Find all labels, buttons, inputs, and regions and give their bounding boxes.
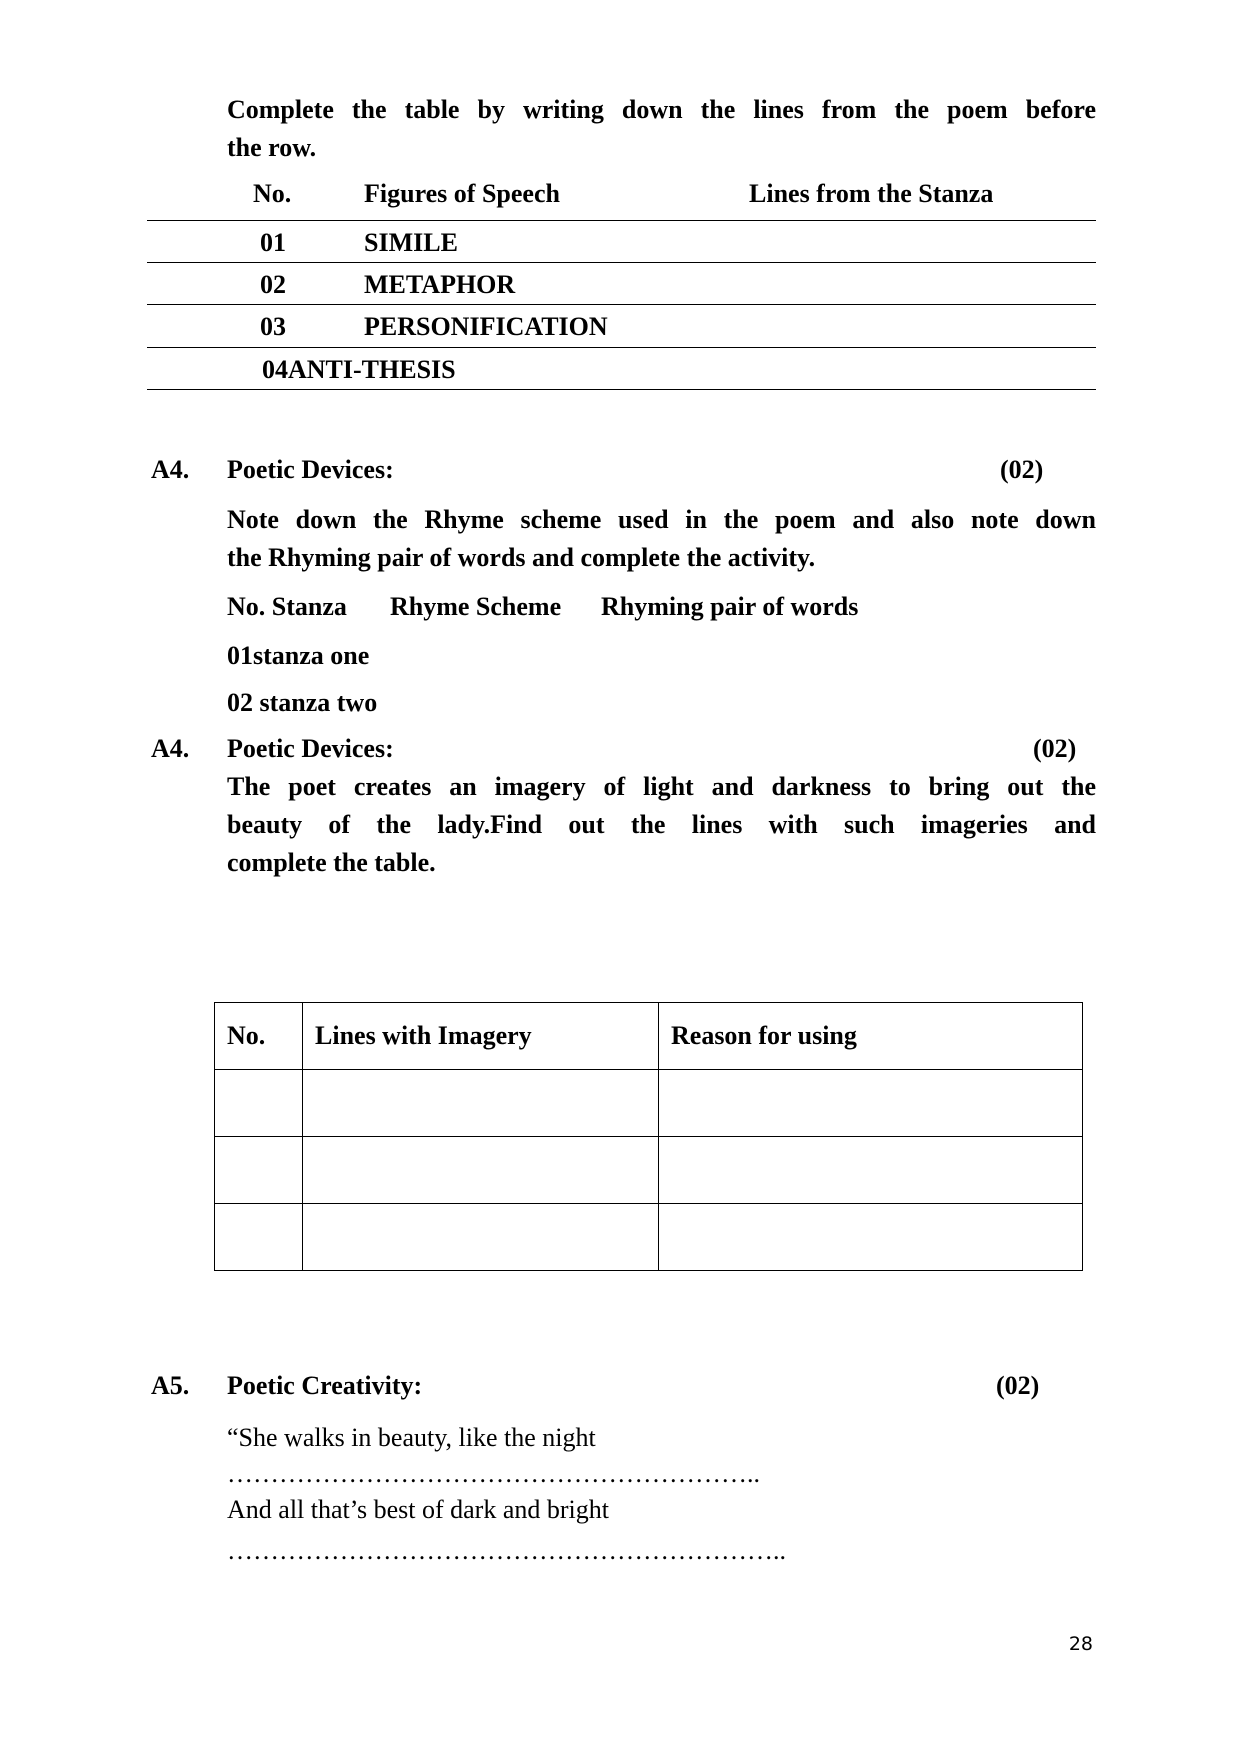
rhyme-header-pairs: Rhyming pair of words [601,592,859,621]
answer-dots-2[interactable]: ……………………………………………………….. [227,1536,786,1565]
figures-row-no: 01 [260,228,286,257]
figures-row-figure: SIMILE [364,228,458,257]
rhyme-item: 02 stanza two [227,688,378,717]
imagery-header-lines: Lines with Imagery [303,1003,659,1070]
table-cell[interactable] [215,1137,303,1204]
section-title: Poetic Creativity: [227,1371,423,1400]
table-row [215,1137,1083,1204]
table-cell[interactable] [303,1204,659,1271]
table-cell[interactable] [303,1070,659,1137]
section-number: A4. [151,734,190,763]
section-title: Poetic Devices: [227,734,394,763]
table-row [215,1070,1083,1137]
figures-header-lines: Lines from the Stanza [749,179,994,208]
instruction-line-1: Complete the table by writing down the lines from the poem before [227,95,1096,124]
table-cell[interactable] [659,1137,1083,1204]
table-cell[interactable] [659,1204,1083,1271]
figures-row-figure: 04ANTI-THESIS [262,355,456,384]
figures-header-figure: Figures of Speech [364,179,560,208]
table-cell[interactable] [303,1137,659,1204]
imagery-instruction-line-2: beauty of the lady.Find out the lines with such imageries and [227,810,1096,839]
poem-line-1: “She walks in beauty, like the night [227,1423,596,1452]
section-marks: (02) [1033,734,1077,763]
table-rule [147,304,1096,305]
table-header-row [215,1003,1083,1070]
figures-row-no: 03 [260,312,286,341]
page-number: 28 [1068,1633,1093,1655]
imagery-instruction-line-3: complete the table. [227,848,436,877]
figures-row-no: 02 [260,270,286,299]
table-row [215,1204,1083,1271]
rhyme-item: 01stanza one [227,641,370,670]
poem-line-2: And all that’s best of dark and bright [227,1495,609,1524]
figures-row-figure: METAPHOR [364,270,516,299]
rhyme-header-stanza: No. Stanza [227,592,347,621]
section-title: Poetic Devices: [227,455,394,484]
answer-dots-1[interactable]: …………………………………………………….. [227,1459,760,1488]
section-number: A4. [151,455,190,484]
table-cell[interactable] [215,1070,303,1137]
table-cell[interactable] [215,1204,303,1271]
table-rule [147,220,1096,221]
section-marks: (02) [1000,455,1044,484]
table-rule [147,262,1096,263]
imagery-instruction-line-1: The poet creates an imagery of light and darkness to bring out the [227,772,1096,801]
rhyme-header-scheme: Rhyme Scheme [390,592,562,621]
table-rule [147,389,1096,390]
rhyme-instruction-line-2: the Rhyming pair of words and complete the activity. [227,543,816,572]
instruction-line-2: the row. [227,133,317,162]
section-number: A5. [151,1371,190,1400]
imagery-header-reason: Reason for using [659,1003,1083,1070]
imagery-header-no: No. [215,1003,303,1070]
table-rule [147,347,1096,348]
figures-row-figure: PERSONIFICATION [364,312,608,341]
section-marks: (02) [996,1371,1040,1400]
imagery-table [214,1002,1083,1271]
figures-header-no: No. [253,179,292,208]
rhyme-instruction-line-1: Note down the Rhyme scheme used in the poem and also note down [227,505,1096,534]
table-cell[interactable] [659,1070,1083,1137]
